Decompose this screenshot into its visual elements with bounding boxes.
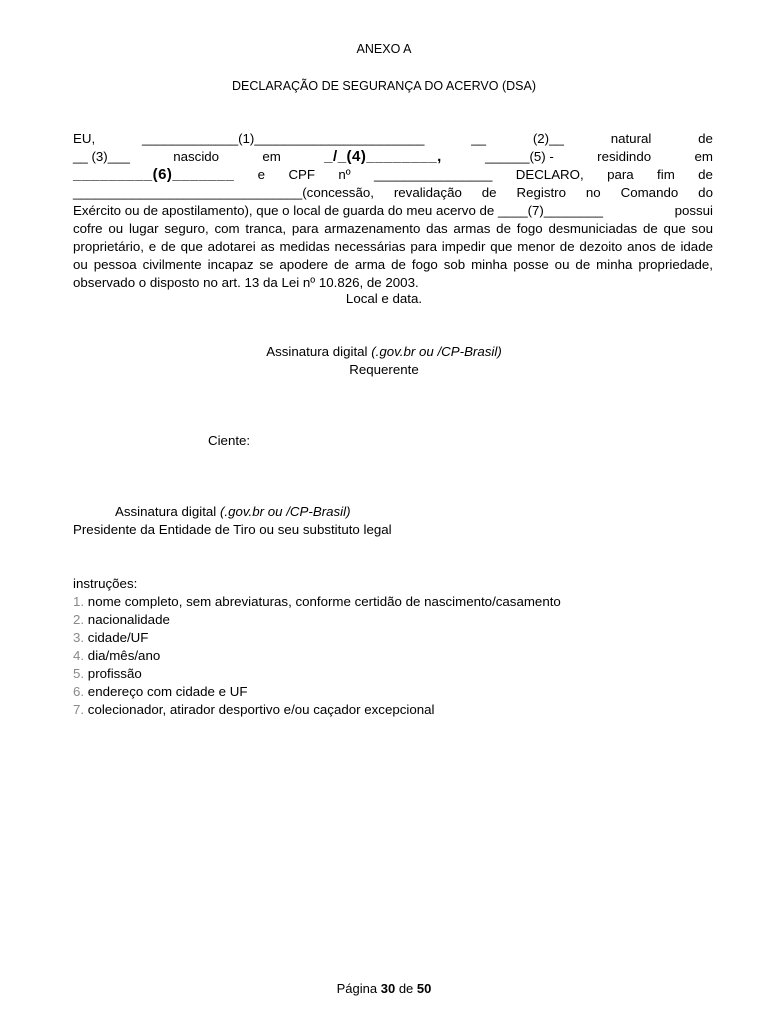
word: em	[262, 149, 281, 164]
signature-requerente	[0, 344, 768, 359]
entidade-role: Presidente da Entidade de Tiro ou seu substituto legal	[73, 522, 392, 537]
item-text: nome completo, sem abreviaturas, conforme certidão de nascimento/casamento	[87, 594, 561, 609]
item-number: 4.	[73, 648, 85, 663]
declaration-paragraph: cofre ou lugar seguro, com tranca, para armazenamento das armas de fogo desmuniciadas de que sou proprietário, e de que adotarei as medidas necessárias para impedir que menor de dezoito anos de idade ou pessoa civilmente incapaz se apodere de arma de fogo sob minha posse ou de minha propriedade, observado o disposto no art. 13 da Lei nº 10.826, de 2003.	[73, 221, 713, 290]
declaration-line-1	[73, 130, 713, 148]
item-number: 3.	[73, 630, 85, 645]
instruction-item	[73, 629, 561, 647]
instruction-item	[73, 665, 561, 683]
field-1: _____________(1)_______________________	[141, 131, 425, 146]
local-date: Local e data.	[345, 291, 423, 306]
item-number: 2.	[73, 612, 85, 627]
word: Registro	[516, 185, 566, 200]
item-text: endereço com cidade e UF	[87, 684, 248, 699]
annex-title: ANEXO A	[356, 42, 412, 56]
purpose-field: _______________________________(concessão,	[73, 185, 374, 200]
item-number: 5.	[73, 666, 85, 681]
instruction-item	[73, 647, 561, 665]
requerente-role: Requerente	[349, 362, 419, 377]
field-4: _/_(4)________,	[324, 148, 442, 165]
signature-method: (.gov.br ou /CP-Brasil)	[219, 504, 351, 519]
cpf-field: ________________	[374, 167, 493, 182]
item-number: 6.	[73, 684, 85, 699]
instruction-item	[73, 683, 561, 701]
instruction-item	[73, 611, 561, 629]
item-number: 1.	[73, 594, 85, 609]
signature-method: (.gov.br ou /CP-Brasil)	[371, 344, 502, 359]
page-prefix: Página	[336, 981, 378, 996]
word: EU,	[73, 131, 96, 146]
word: __	[471, 131, 487, 146]
document-title: DECLARAÇÃO DE SEGURANÇA DO ACERVO (DSA)	[231, 79, 536, 93]
item-text: colecionador, atirador desportivo e/ou caçador excepcional	[87, 702, 435, 717]
word: fim	[657, 167, 675, 182]
word: para	[607, 167, 634, 182]
word: em	[694, 149, 713, 164]
field-3: __ (3)___	[73, 149, 130, 164]
word: e	[257, 167, 266, 182]
word: de	[698, 131, 713, 146]
declaration-line-2	[73, 148, 713, 166]
instruction-item	[73, 701, 561, 719]
instructions	[73, 575, 561, 719]
field-2: (2)__	[532, 131, 564, 146]
word: CPF	[288, 167, 316, 182]
word: do	[698, 185, 713, 200]
field-5: ______(5) -	[485, 149, 554, 164]
word: revalidação	[393, 185, 462, 200]
ciente-label: Ciente:	[208, 433, 251, 448]
instructions-title: instruções:	[73, 576, 138, 591]
page-of: de	[398, 981, 414, 996]
word: residindo	[597, 149, 652, 164]
item-text: dia/mês/ano	[87, 648, 161, 663]
declaration-line-4	[73, 184, 713, 202]
word: possui	[674, 203, 713, 218]
total-pages: 50	[416, 981, 432, 996]
word: DECLARO,	[515, 167, 584, 182]
word: de	[698, 167, 713, 182]
declaration-line-5	[73, 202, 713, 220]
item-number: 7.	[73, 702, 85, 717]
field-7-text: Exército ou de apostilamento), que o local de guarda do meu acervo de ____(7)________	[73, 203, 604, 218]
signature-label: Assinatura digital	[115, 504, 217, 519]
item-text: cidade/UF	[87, 630, 149, 645]
word: no	[585, 185, 601, 200]
signature-entidade	[115, 504, 351, 519]
word: nascido	[173, 149, 220, 164]
current-page: 30	[380, 981, 396, 996]
word: de	[481, 185, 497, 200]
page-number	[0, 981, 768, 996]
instruction-item	[73, 593, 561, 611]
item-text: profissão	[87, 666, 142, 681]
item-text: nacionalidade	[87, 612, 170, 627]
declaration-line-3	[73, 166, 713, 184]
word: natural	[610, 131, 652, 146]
signature-label: Assinatura digital	[266, 344, 368, 359]
field-6: _________(6)_______	[73, 166, 235, 183]
word: Comando	[620, 185, 679, 200]
word: nº	[338, 167, 351, 182]
